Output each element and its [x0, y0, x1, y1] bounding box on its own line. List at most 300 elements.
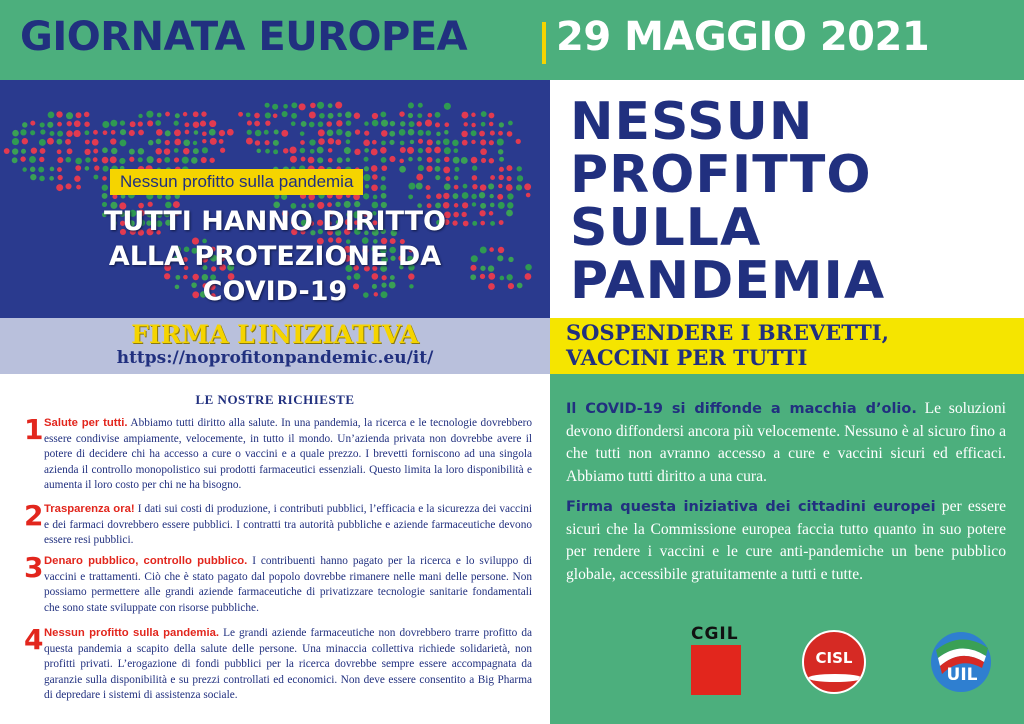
map-dot — [416, 174, 423, 181]
request-lead: Nessun profitto sulla pandemia. — [44, 627, 220, 639]
map-dot — [301, 121, 307, 127]
map-dot — [40, 122, 45, 127]
map-dot — [175, 113, 180, 118]
map-dot — [461, 131, 468, 138]
map-dot — [272, 104, 278, 110]
map-dot — [164, 148, 170, 154]
map-dot — [165, 130, 171, 136]
map-dot — [57, 167, 62, 172]
map-dot — [506, 184, 513, 191]
main-title — [570, 92, 886, 311]
map-dot — [49, 131, 54, 136]
map-dot — [102, 147, 108, 153]
map-dot — [390, 121, 395, 126]
map-dot — [380, 111, 386, 117]
paragraph-sign — [566, 496, 1006, 586]
map-dot — [246, 138, 253, 145]
map-dot — [328, 138, 334, 144]
map-dot — [462, 140, 468, 146]
map-dot — [120, 139, 127, 146]
map-dot — [58, 175, 63, 180]
map-dot — [273, 113, 278, 118]
map-dot — [57, 157, 63, 163]
uil-logo — [926, 626, 996, 696]
map-dot — [193, 141, 197, 145]
map-dot — [202, 132, 207, 137]
map-dot — [418, 139, 423, 144]
map-dot — [363, 174, 370, 181]
map-dot — [317, 147, 324, 154]
request-lead: Denaro pubblico, controllo pubblico. — [44, 555, 248, 567]
map-dot — [427, 157, 433, 163]
map-dot — [372, 140, 377, 145]
map-dot — [436, 158, 441, 163]
map-dot — [454, 167, 459, 172]
map-dot — [417, 157, 422, 162]
request-body: Abbiamo tutti diritto alla salute. In una pandemia, la ricerca e le tecnologie dovrebbero essere condivise ampiamente, velocemente, in tutto il mondo. Un’azienda privata non dovrebbe avere il potere di decidere chi ha accesso a cure o vaccini e a quale prezzo. I brevetti forniscono ad una singola azienda il controllo monopolistico sui prodotti farmaceutici essenziali. Questo limita la loro disponibilità e aumenta il loro costo per chi ne ha bisogno. — [44, 417, 532, 492]
map-dot — [380, 185, 386, 191]
map-dot — [436, 140, 441, 145]
map-dot — [12, 138, 19, 145]
map-dot — [490, 131, 495, 136]
map-dot — [434, 147, 441, 154]
map-dot — [57, 149, 62, 154]
map-dot — [335, 102, 342, 109]
map-dot — [257, 149, 261, 153]
map-dot — [291, 121, 296, 126]
map-dot — [219, 139, 224, 144]
map-dot — [67, 121, 72, 126]
map-dot — [498, 175, 503, 180]
map-dot — [471, 123, 475, 127]
map-dot — [365, 184, 369, 188]
map-dot — [246, 112, 251, 117]
map-dot — [93, 175, 98, 180]
map-dot — [318, 121, 324, 127]
request-number: 1 — [24, 413, 44, 446]
map-dot — [472, 175, 477, 180]
map-dot — [336, 120, 342, 126]
map-dot — [489, 140, 494, 145]
map-dot — [155, 120, 161, 126]
map-dot — [57, 122, 62, 127]
cgil-logo-icon — [691, 645, 741, 695]
map-dot — [389, 131, 395, 137]
map-dot — [194, 130, 199, 135]
map-dot — [65, 157, 71, 163]
map-dot — [274, 129, 279, 134]
map-dot — [310, 103, 316, 109]
map-dot — [319, 113, 325, 119]
map-dot — [119, 158, 125, 164]
map-dot — [93, 149, 98, 154]
request-number: 2 — [24, 499, 44, 532]
map-dot — [489, 122, 493, 126]
map-dot — [84, 130, 89, 135]
map-dot — [254, 113, 260, 119]
slogan-line: VACCINI PER TUTTI — [566, 345, 808, 370]
map-dot — [408, 183, 415, 190]
map-dot — [201, 157, 207, 163]
map-dot — [453, 193, 459, 199]
paragraph-lead: Il COVID-19 si diffonde a macchia d’olio. — [566, 401, 917, 417]
map-dot — [300, 148, 306, 154]
map-dot — [85, 166, 90, 171]
map-dot — [138, 157, 143, 162]
map-dot — [354, 149, 360, 155]
map-dot — [238, 112, 243, 117]
map-dot — [84, 149, 90, 155]
map-dot — [400, 141, 405, 146]
map-dot — [66, 130, 72, 136]
map-dot — [76, 112, 82, 118]
map-dot — [48, 112, 55, 119]
map-dot — [146, 111, 153, 118]
map-dot — [498, 131, 503, 136]
map-dot — [371, 165, 378, 172]
map-dot — [193, 148, 199, 154]
map-dot — [47, 138, 54, 145]
map-dot — [50, 167, 55, 172]
map-dot — [435, 166, 441, 172]
map-dot — [85, 140, 90, 145]
request-body: I contribuenti hanno pagato per la ricerca e lo sviluppo di vaccini e trattamenti. Ciò che è stato pagato dal popolo dovrebbe rimanere nelle mani delle persone. Non possiamo permettere alle grandi aziende farmaceutiche di privatizzare tecnologie sanitarie fondamentali che sono state sviluppate con risorse pubbliche. — [44, 555, 533, 614]
map-dot — [120, 120, 125, 125]
map-dot — [471, 194, 476, 199]
map-dot — [526, 193, 531, 198]
map-dot — [138, 114, 142, 118]
map-dot — [364, 121, 368, 125]
map-dot — [300, 140, 305, 145]
map-dot — [254, 121, 260, 127]
map-dot — [209, 120, 216, 127]
map-headline — [0, 204, 550, 309]
map-dot — [174, 129, 181, 136]
request-body: Le grandi aziende farmaceutiche non dovrebbero trarre profitto da questa pandemia a scapito della salute delle persone. Una minaccia collettiva richiede solidarietà, non profitti privati. L’erogazione di fondi pubblici per la ricerca dovrebbe sempre essere accompagnata da garanzie sulla disponibilità e su prezzi controllati ed economici. Non deve essere consentito a Big Pharma di depredare i sistemi di assistenza sociale. — [44, 627, 532, 702]
map-dot — [102, 193, 108, 199]
map-dot — [327, 130, 334, 137]
map-dot — [209, 158, 214, 163]
request-item — [24, 413, 532, 494]
map-dot — [157, 113, 162, 118]
map-dot — [490, 175, 495, 180]
map-dot — [264, 130, 269, 135]
map-dot — [156, 139, 162, 145]
map-dot — [461, 112, 468, 119]
paragraph-body: Le soluzioni devono diffondersi ancora più velocemente. Nessuno è al sicuro fino a che tutti non avranno accesso a cure e vaccini sicuri ed efficaci. Abbiamo tutti diritto a una cura. — [566, 400, 1006, 485]
map-dot — [193, 111, 199, 117]
map-dot — [345, 112, 352, 119]
map-dot — [372, 113, 378, 119]
map-dot — [301, 157, 306, 162]
map-dot — [318, 129, 325, 136]
request-lead: Trasparenza ora! — [44, 503, 135, 515]
map-dot — [516, 139, 521, 144]
request-text-block — [24, 626, 532, 704]
map-dot — [200, 121, 206, 127]
map-dot — [57, 131, 63, 137]
map-dot — [317, 157, 323, 163]
map-dot — [283, 148, 288, 153]
map-dot — [499, 157, 504, 162]
map-dot — [282, 111, 288, 117]
map-dot — [22, 167, 27, 172]
map-dot — [380, 147, 387, 154]
map-dot — [111, 130, 116, 135]
map-dot — [427, 113, 432, 118]
map-headline-line: TUTTI HANNO DIRITTO — [104, 206, 446, 237]
map-dot — [193, 121, 200, 128]
map-dot — [364, 157, 369, 162]
map-dot — [346, 158, 350, 162]
map-dot — [210, 138, 217, 145]
map-dot — [516, 185, 522, 191]
map-dot — [426, 194, 431, 199]
map-dot — [265, 120, 270, 125]
map-dot — [110, 138, 116, 144]
map-tagline-pill: Nessun profitto sulla pandemia — [110, 169, 363, 195]
map-dot — [371, 184, 378, 191]
request-text-block — [24, 416, 532, 494]
map-dot — [346, 139, 351, 144]
sign-band — [0, 318, 550, 374]
map-dot — [408, 102, 414, 108]
header-event-title: GIORNATA EUROPEA — [20, 14, 468, 60]
map-dot — [273, 149, 278, 154]
map-headline-line: COVID-19 — [202, 276, 348, 307]
map-dot — [435, 122, 440, 127]
map-dot — [425, 147, 431, 153]
map-dot — [444, 122, 449, 127]
request-body: I dati sui costi di produzione, i contributi pubblici, l’efficacia e la sicurezza dei vaccini e dei farmaci dovrebbero essere pubblici. I contratti tra autorità pubbliche e aziende farmaceutiche devono essere resi pubblici. — [44, 503, 532, 547]
map-dot — [355, 129, 360, 134]
map-dot — [165, 112, 170, 117]
map-dot — [40, 129, 45, 134]
map-dot — [416, 121, 421, 126]
map-dot — [373, 195, 378, 200]
cisl-wave-icon — [808, 674, 862, 682]
map-dot — [408, 113, 413, 118]
map-dot — [92, 139, 99, 146]
map-dot — [75, 165, 81, 171]
map-dot — [281, 130, 288, 137]
map-dot — [381, 130, 388, 137]
map-dot — [418, 165, 424, 171]
map-dot — [372, 120, 379, 127]
map-dot — [138, 148, 145, 155]
map-dot — [130, 121, 136, 127]
map-dot — [381, 176, 386, 181]
map-dot — [471, 140, 475, 144]
map-dot — [389, 140, 394, 145]
map-dot — [129, 149, 135, 155]
map-dot — [436, 193, 442, 199]
map-dot — [452, 140, 459, 147]
map-dot — [309, 122, 315, 128]
map-dot — [49, 176, 54, 181]
map-dot — [165, 140, 170, 145]
request-number: 3 — [24, 551, 44, 584]
map-dot — [498, 184, 502, 188]
map-dot — [328, 158, 333, 163]
main-title-panel — [550, 80, 1024, 318]
map-dot — [328, 113, 334, 119]
map-dot — [489, 194, 493, 198]
map-dot — [443, 166, 450, 173]
map-dot — [416, 183, 423, 190]
map-dot — [174, 121, 179, 126]
paragraph-covid — [566, 398, 1006, 488]
map-dot — [102, 184, 108, 190]
map-dot — [291, 102, 297, 108]
map-dot — [31, 147, 37, 153]
map-dot — [336, 129, 342, 135]
slogan-band — [550, 318, 1024, 374]
map-dot — [65, 139, 71, 145]
map-dot — [461, 157, 468, 164]
map-dot — [463, 184, 468, 189]
map-dot — [265, 149, 270, 154]
map-dot — [381, 157, 387, 163]
map-dot — [426, 166, 432, 172]
map-dot — [444, 183, 451, 190]
map-dot — [66, 112, 73, 119]
map-dot — [183, 148, 189, 154]
map-dot — [318, 138, 325, 145]
header-separator — [542, 22, 546, 64]
map-dot — [481, 122, 486, 127]
map-dot — [265, 140, 270, 145]
map-dot — [22, 122, 27, 127]
map-dot — [12, 148, 18, 154]
map-dot — [308, 157, 315, 164]
map-dot — [453, 148, 458, 153]
map-dot — [209, 129, 216, 136]
map-dot — [381, 193, 387, 199]
map-dot — [400, 147, 406, 153]
main-title-line: NESSUN — [570, 92, 814, 152]
map-dot — [156, 129, 163, 136]
map-dot — [497, 138, 504, 145]
map-dot — [201, 111, 206, 116]
map-dot — [75, 158, 82, 165]
request-item — [24, 499, 532, 549]
map-dot — [290, 156, 297, 163]
map-dot — [84, 112, 90, 118]
map-dot — [363, 139, 370, 146]
map-dot — [76, 185, 81, 190]
map-dot — [219, 130, 225, 136]
map-dot — [74, 120, 81, 127]
map-dot — [202, 147, 208, 153]
map-dot — [464, 122, 468, 126]
map-dot — [381, 140, 386, 145]
map-dot — [191, 157, 198, 164]
request-item — [24, 551, 533, 616]
map-dot — [444, 157, 450, 163]
map-dot — [309, 112, 316, 119]
request-number: 4 — [24, 623, 44, 656]
map-dot — [364, 148, 369, 153]
map-dot — [346, 120, 352, 126]
map-dot — [399, 159, 404, 164]
map-dot — [453, 157, 460, 164]
map-dot — [471, 130, 477, 136]
map-dot — [56, 139, 62, 145]
map-dot — [498, 149, 503, 154]
map-dot — [12, 157, 18, 163]
paragraph-lead: Firma questa iniziativa dei cittadini europei — [566, 499, 936, 515]
map-dot — [290, 146, 297, 153]
map-dot — [255, 140, 260, 145]
map-dot — [443, 193, 449, 199]
map-dot — [309, 139, 315, 145]
paragraph-body: per essere sicuri che la Commissione europea faccia tutto quanto in suo potere per rendere i vaccini e le cure anti-pandemiche un bene pubblico globale, accessibile gratuitamente a tutti e tutte. — [566, 498, 1006, 583]
sign-url-link[interactable]: https://noprofitonpandemic.eu/it/ — [116, 348, 434, 368]
map-dot — [103, 130, 108, 135]
map-dot — [39, 157, 44, 162]
map-dot — [183, 112, 187, 116]
map-dot — [381, 120, 388, 127]
map-dot — [147, 156, 154, 163]
map-dot — [47, 122, 53, 128]
map-dot — [21, 149, 26, 154]
map-dot — [506, 176, 511, 181]
map-dot — [40, 148, 46, 154]
map-dot — [93, 157, 98, 162]
map-dot — [164, 157, 170, 163]
map-dot — [418, 130, 424, 136]
map-dot — [427, 139, 433, 145]
map-dot — [507, 193, 513, 199]
map-dot — [480, 148, 487, 155]
map-dot — [73, 130, 80, 137]
map-dot — [220, 148, 225, 153]
map-dot — [444, 103, 451, 110]
request-text-block — [24, 554, 532, 616]
map-dot — [148, 140, 153, 145]
map-dot — [479, 192, 485, 198]
map-dot — [354, 113, 360, 119]
map-dot — [22, 138, 28, 144]
map-dot — [39, 176, 45, 182]
map-dot — [202, 139, 206, 143]
request-lead: Salute per tutti. — [44, 417, 128, 429]
map-dot — [481, 158, 486, 163]
map-dot — [138, 130, 144, 136]
map-dot — [30, 167, 36, 173]
map-dot — [426, 185, 431, 190]
map-dot — [344, 147, 351, 154]
cisl-logo-text: CISL — [815, 649, 853, 667]
map-dot — [326, 121, 332, 127]
map-dot — [426, 130, 432, 136]
map-dot — [435, 112, 441, 118]
map-dot — [247, 120, 252, 125]
map-dot — [408, 129, 415, 136]
map-dot — [363, 193, 369, 199]
map-dot — [444, 147, 451, 154]
map-dot — [56, 111, 62, 117]
map-dot — [147, 120, 153, 126]
map-dot — [94, 165, 99, 170]
map-dot — [425, 119, 432, 126]
header-band — [0, 0, 1024, 80]
map-dot — [517, 166, 522, 171]
map-dot — [93, 130, 98, 135]
slogan-line: SOSPENDERE I BREVETTI, — [566, 320, 889, 345]
map-dot — [300, 131, 305, 136]
